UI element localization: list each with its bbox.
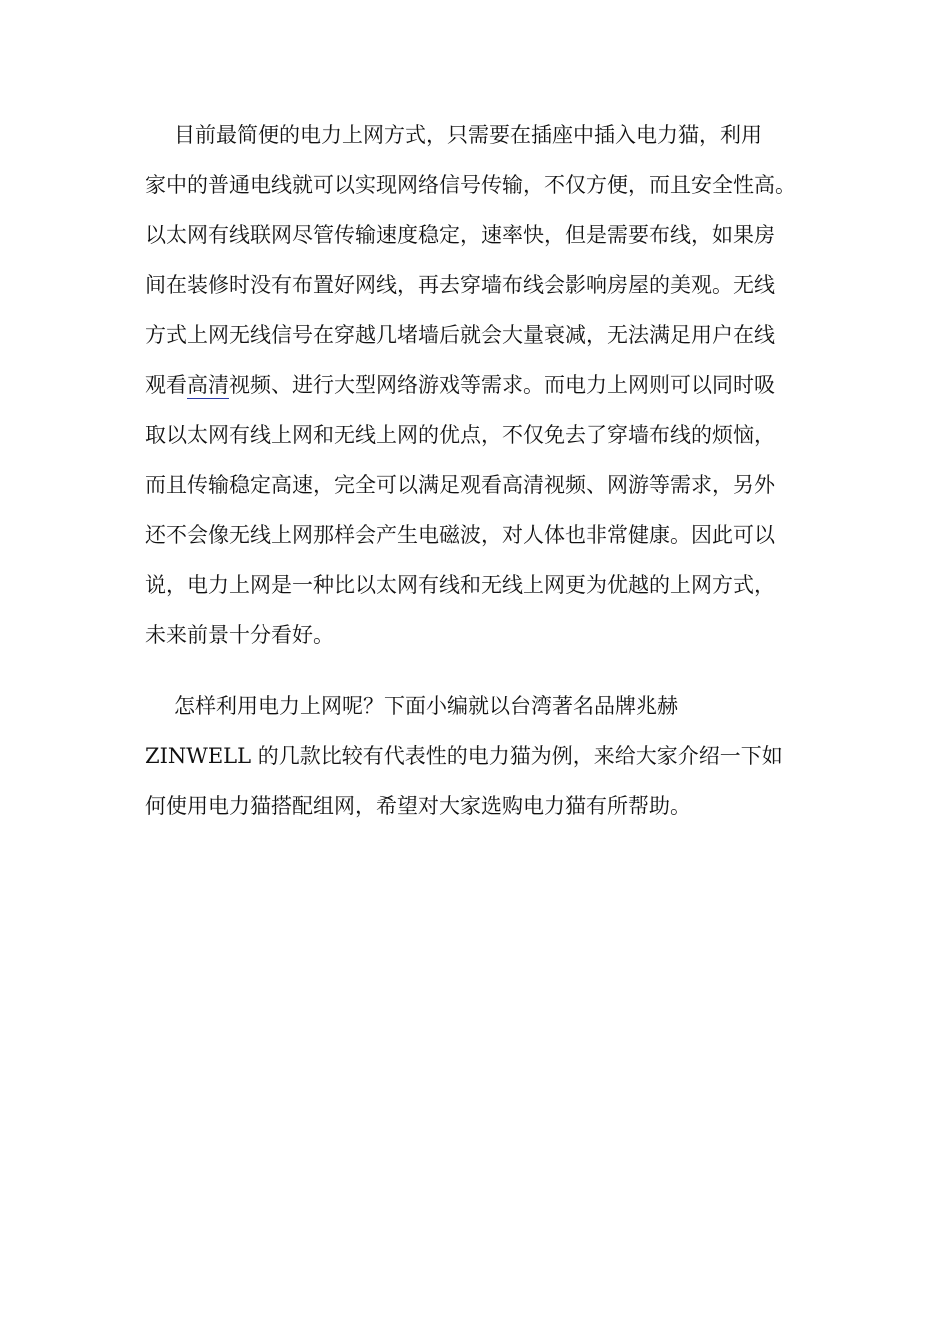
line-6-suffix: 视频、进行大型网络游戏等需求。而电力上网则可以同时吸 [229, 373, 775, 397]
paragraph-1-line-7: 取以太网有线上网和无线上网的优点，不仅免去了穿墙布线的烦恼， [145, 423, 775, 447]
paragraph-1-line-10: 说，电力上网是一种比以太网有线和无线上网更为优越的上网方式， [145, 573, 775, 597]
line-6-prefix: 观看 [145, 373, 187, 397]
paragraph-1-line-3: 以太网有线联网尽管传输速度稳定，速率快，但是需要布线，如果房 [145, 223, 775, 247]
paragraph-2-line-2: ZINWELL 的几款比较有代表性的电力猫为例，来给大家介绍一下如 [145, 744, 783, 768]
paragraph-2-line-1: 怎样利用电力上网呢？下面小编就以台湾著名品牌兆赫 [174, 694, 678, 718]
paragraph-1-line-1: 目前最简便的电力上网方式，只需要在插座中插入电力猫，利用 [174, 123, 762, 147]
paragraph-1-line-2: 家中的普通电线就可以实现网络信号传输，不仅方便，而且安全性高。 [145, 173, 796, 197]
paragraph-2-line-3: 何使用电力猫搭配组网，希望对大家选购电力猫有所帮助。 [145, 794, 691, 818]
hd-link[interactable]: 高清 [187, 373, 229, 397]
paragraph-1-line-6 [145, 372, 775, 398]
paragraph-1-line-8: 而且传输稳定高速，完全可以满足观看高清视频、网游等需求，另外 [145, 473, 775, 497]
paragraph-1-line-5: 方式上网无线信号在穿越几堵墙后就会大量衰减，无法满足用户在线 [145, 323, 775, 347]
paragraph-1-line-9: 还不会像无线上网那样会产生电磁波，对人体也非常健康。因此可以 [145, 523, 775, 547]
paragraph-1-line-11: 未来前景十分看好。 [145, 623, 334, 647]
paragraph-1-line-4: 间在装修时没有布置好网线，再去穿墙布线会影响房屋的美观。无线 [145, 273, 775, 297]
